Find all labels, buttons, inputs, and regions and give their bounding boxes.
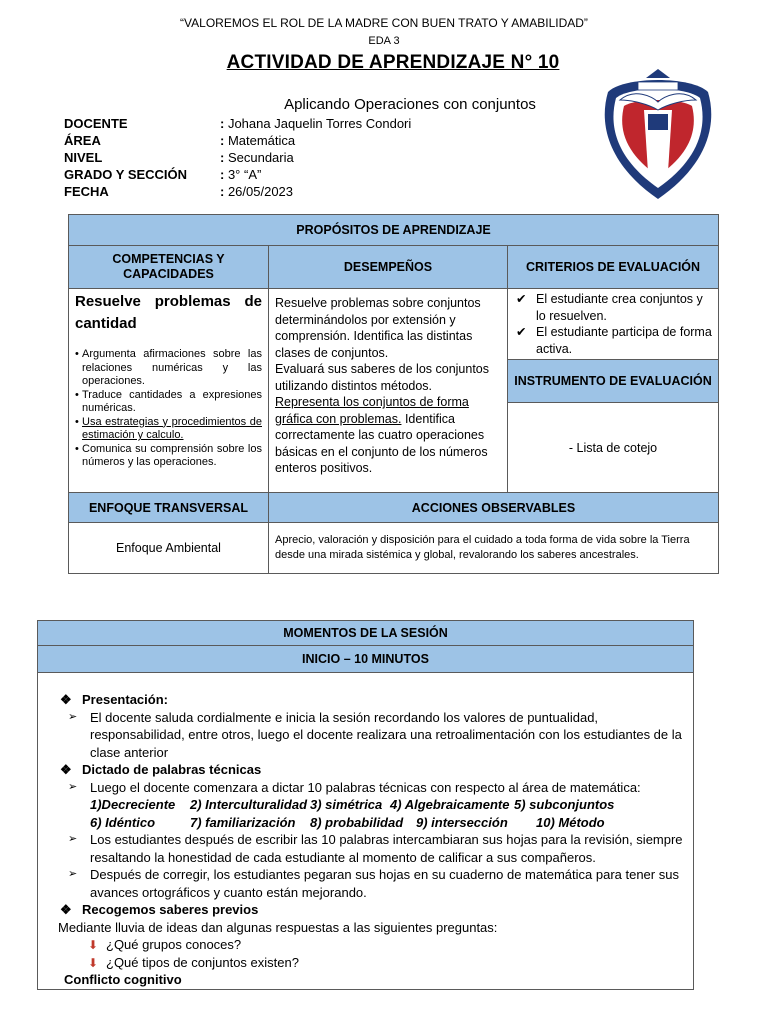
- inicio-title: INICIO – 10 MINUTOS: [38, 646, 694, 673]
- competencias-cell: [69, 289, 269, 493]
- word: 7) familiarización: [190, 814, 296, 830]
- col-acciones: ACCIONES OBSERVABLES: [269, 493, 719, 523]
- page-title: ACTIVIDAD DE APRENDIZAJE N° 10: [226, 52, 560, 73]
- purposes-table: [68, 214, 719, 574]
- school-crest-logo: [594, 66, 722, 202]
- desempenos-cell: [269, 289, 508, 493]
- page-subtitle: Aplicando Operaciones con conjuntos: [284, 96, 536, 113]
- col-competencias: COMPETENCIAS Y CAPACIDADES: [69, 246, 269, 289]
- momentos-table: [37, 620, 694, 990]
- info-label: ÁREA: [64, 133, 101, 148]
- col-criterios: CRITERIOS DE EVALUACIÓN: [508, 246, 719, 289]
- list-item: ➢ El docente saluda cordialmente e inicia la sesión recordando los valores de puntualidad, responsabilidad, entre otros, luego el docente realizara una retroalimentación con los estudiantes de la clase anterior: [68, 709, 682, 760]
- word: 6) Idéntico: [90, 814, 156, 830]
- criterio-item: ✔ El estudiante crea conjuntos y lo resuelven.: [516, 292, 703, 323]
- col-enfoque: ENFOQUE TRANSVERSAL: [69, 493, 269, 523]
- info-value: : Secundaria: [220, 150, 294, 165]
- info-value: : 26/05/2023: [220, 184, 294, 199]
- acciones-value: Aprecio, valoración y disposición para el cuidado a toda forma de vida sobre la Tierra desde una mirada sistémica y global, revalorando los saberes ancestrales.: [269, 523, 719, 574]
- info-label: NIVEL: [64, 150, 103, 165]
- word: 3) simétrica: [310, 797, 383, 812]
- instrumento-value: - Lista de cotejo: [508, 403, 719, 493]
- criterio-item: ✔ El estudiante participa de forma activa.: [516, 325, 712, 356]
- info-label: DOCENTE: [64, 116, 128, 131]
- purposes-title: PROPÓSITOS DE APRENDIZAJE: [69, 215, 719, 246]
- info-value: : Johana Jaquelin Torres Condori: [220, 116, 412, 131]
- saberes-intro: Mediante lluvia de ideas dan algunas respuestas a las siguientes preguntas:: [58, 919, 498, 935]
- arrow-bullet-icon: ➢: [68, 833, 78, 845]
- technical-words: [60, 814, 685, 832]
- word: 10) Método: [536, 814, 605, 830]
- capacidad-item: • Traduce cantidades a expresiones numéricas.: [75, 389, 262, 416]
- competencia-title: Resuelve problemas de cantidad: [75, 293, 262, 332]
- enfoque-value: Enfoque Ambiental: [69, 523, 269, 574]
- arrow-down-icon: ⬇: [88, 955, 99, 970]
- saberes-heading: ❖ Recogemos saberes previos: [60, 902, 259, 917]
- capacidad-item: • Comunica su comprensión sobre los números y las operaciones.: [75, 443, 262, 470]
- list-item: ➢ Luego el docente comenzara a dictar 10 palabras técnicas con respecto al área de matemática:: [68, 779, 641, 795]
- word: 5) subconjuntos: [514, 797, 615, 812]
- diamond-bullet-icon: ❖: [60, 762, 72, 777]
- capacidad-item: • Usa estrategias y procedimientos de estimación y calculo.: [75, 416, 262, 443]
- presentacion-heading: ❖ Presentación:: [60, 692, 168, 707]
- arrow-bullet-icon: ➢: [68, 780, 78, 793]
- question-item: ⬇ ¿Qué tipos de conjuntos existen?: [60, 954, 685, 972]
- arrow-bullet-icon: ➢: [68, 710, 78, 723]
- info-value: : Matemática: [220, 133, 296, 148]
- momentos-title: MOMENTOS DE LA SESIÓN: [38, 621, 694, 646]
- check-icon: ✔: [516, 292, 527, 306]
- desempeno-1: Resuelve problemas sobre conjuntos determinándolos por extensión y comprensión. Identifica las distintas clases de conjuntos.: [275, 296, 481, 360]
- col-desempenos: DESEMPEÑOS: [269, 246, 508, 289]
- eda-label: EDA 3: [368, 35, 400, 47]
- instrumento-title: INSTRUMENTO DE EVALUACIÓN: [508, 360, 719, 403]
- technical-words: [60, 796, 685, 814]
- diamond-bullet-icon: ❖: [60, 902, 72, 917]
- question-item: ⬇ ¿Qué grupos conoces?: [60, 936, 685, 954]
- info-label: GRADO Y SECCIÓN: [64, 167, 188, 182]
- dictado-heading: ❖ Dictado de palabras técnicas: [60, 762, 262, 777]
- motto: “VALOREMOS EL ROL DE LA MADRE CON BUEN TRATO Y AMABILIDAD”: [180, 16, 588, 30]
- arrow-bullet-icon: ➢: [68, 868, 78, 880]
- word: 4) Algebraicamente: [390, 797, 510, 812]
- word: 8) probabilidad: [310, 814, 404, 830]
- inicio-body: [38, 673, 694, 990]
- desempeno-2: Evaluará sus saberes de los conjuntos utilizando distintos métodos.: [275, 362, 490, 393]
- capacidad-item: • Argumenta afirmaciones sobre las relaciones numéricas y las operaciones.: [75, 348, 262, 389]
- word: 9) intersección: [416, 814, 508, 830]
- info-label: FECHA: [64, 184, 109, 199]
- criterios-cell: [508, 289, 719, 360]
- check-icon: ✔: [516, 325, 527, 339]
- info-value: : 3° “A”: [220, 167, 262, 182]
- list-item: ➢ Los estudiantes después de escribir las 10 palabras intercambiaran sus hojas para la revisión, siempre resaltando la honestidad de cada estudiante al momento de calificar a sus compañeros.: [68, 832, 683, 865]
- desempeno-3: Representa los conjuntos de forma gráfica con problemas. Identifica correctamente las cuatro operaciones básicas en el conjunto de los números enteros positivos.: [275, 395, 488, 475]
- conflicto-heading: Conflicto cognitivo: [64, 972, 182, 987]
- diamond-bullet-icon: ❖: [60, 692, 72, 707]
- list-item: ➢ Después de corregir, los estudiantes pegaran sus hojas en su cuaderno de matemática para tener sus avances ortográficos y cuanto están mejorando.: [68, 867, 679, 900]
- word: 2) Interculturalidad: [190, 797, 308, 812]
- arrow-down-icon: ⬇: [88, 938, 99, 952]
- word: 1)Decreciente: [90, 797, 176, 812]
